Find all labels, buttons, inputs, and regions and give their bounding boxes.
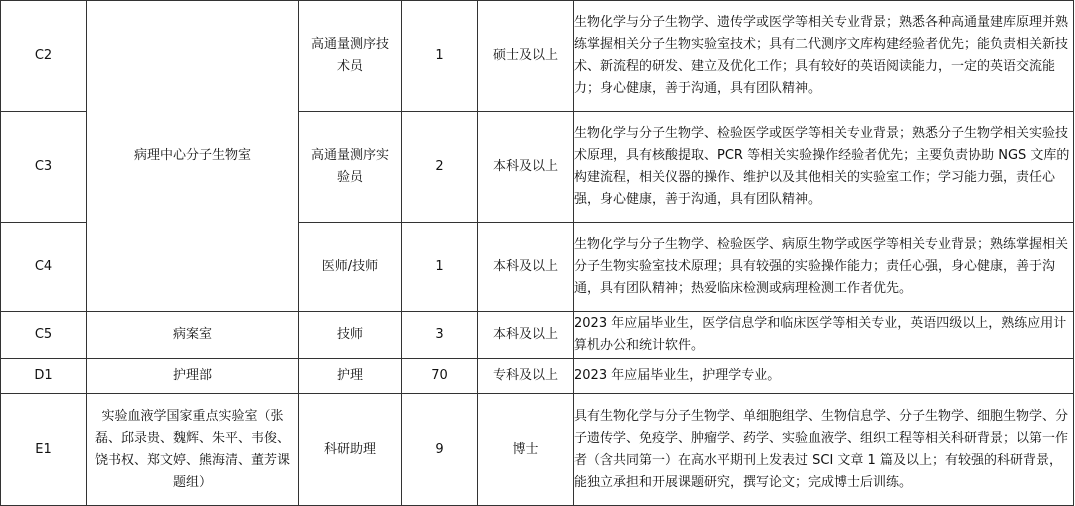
department-cell: 病理中心分子生物室 (87, 1, 299, 312)
education-cell: 专科及以上 (478, 359, 574, 394)
position-cell: 技师 (299, 312, 402, 359)
position-cell: 医师/技师 (299, 223, 402, 312)
department-cell: 病案室 (87, 312, 299, 359)
code-cell: C4 (1, 223, 87, 312)
code-cell: E1 (1, 394, 87, 506)
code-cell: D1 (1, 359, 87, 394)
requirements-cell: 2023 年应届毕业生，医学信息学和临床医学等相关专业，英语四级以上，熟练应用计算机办公和统计软件。 (574, 312, 1074, 359)
count-cell: 1 (402, 1, 478, 112)
position-text: 高通量测序实验员 (310, 148, 389, 185)
position-text: 高通量测序技术员 (310, 37, 389, 74)
code-cell: C5 (1, 312, 87, 359)
education-cell: 硕士及以上 (478, 1, 574, 112)
position-cell (299, 112, 402, 223)
requirements-cell: 生物化学与分子生物学、检验医学、病原生物学或医学等相关专业背景；熟练掌握相关分子生物实验室技术原理；具有较强的实验操作能力；责任心强，身心健康，善于沟通，具有团队精神；热爱临床检测或病理检测工作者优先。 (574, 223, 1074, 312)
count-cell: 3 (402, 312, 478, 359)
count-cell: 70 (402, 359, 478, 394)
education-cell: 本科及以上 (478, 223, 574, 312)
table-row (1, 359, 1074, 394)
requirements-cell: 具有生物化学与分子生物学、单细胞组学、生物信息学、分子生物学、细胞生物学、分子遗传学、免疫学、肿瘤学、药学、实验血液学、组织工程等相关科研背景；以第一作者（含共同第一）在高水平期刊上发表过 SCI 文章 1 篇及以上；有较强的科研背景，能独立承担和开展课题研究，撰写论文；完成博士后训练。 (574, 394, 1074, 506)
requirements-cell: 生物化学与分子生物学、遗传学或医学等相关专业背景；熟悉各种高通量建库原理并熟练掌握相关分子生物实验室技术；具有二代测序文库构建经验者优先；能负责相关新技术、新流程的研发、建立及优化工作；具有较好的英语阅读能力，一定的英语交流能力；身心健康，善于沟通，具有团队精神。 (574, 1, 1074, 112)
count-cell: 9 (402, 394, 478, 506)
department-text: 实验血液学国家重点实验室（张磊、邱录贵、魏辉、朱平、韦俊、饶书权、郑文婷、熊海清、董芳课题组） (94, 408, 290, 490)
position-cell (299, 1, 402, 112)
education-cell: 博士 (478, 394, 574, 506)
count-cell: 1 (402, 223, 478, 312)
department-cell: 护理部 (87, 359, 299, 394)
position-cell: 科研助理 (299, 394, 402, 506)
count-cell: 2 (402, 112, 478, 223)
requirements-cell: 2023 年应届毕业生，护理学专业。 (574, 359, 1074, 394)
department-cell (87, 394, 299, 506)
education-cell: 本科及以上 (478, 112, 574, 223)
position-cell: 护理 (299, 359, 402, 394)
education-cell: 本科及以上 (478, 312, 574, 359)
requirements-cell: 生物化学与分子生物学、检验医学或医学等相关专业背景；熟悉分子生物学相关实验技术原理，具有核酸提取、PCR 等相关实验操作经验者优先；主要负责协助 NGS 文库的构建流程，相关仪器的操作、维护以及其他相关的实验室工作；学习能力强，责任心强，身心健康，善于沟通，具有团队精神。 (574, 112, 1074, 223)
code-cell: C2 (1, 1, 87, 112)
table-row (1, 312, 1074, 359)
table-row (1, 1, 1074, 112)
table-row (1, 394, 1074, 506)
code-cell: C3 (1, 112, 87, 223)
